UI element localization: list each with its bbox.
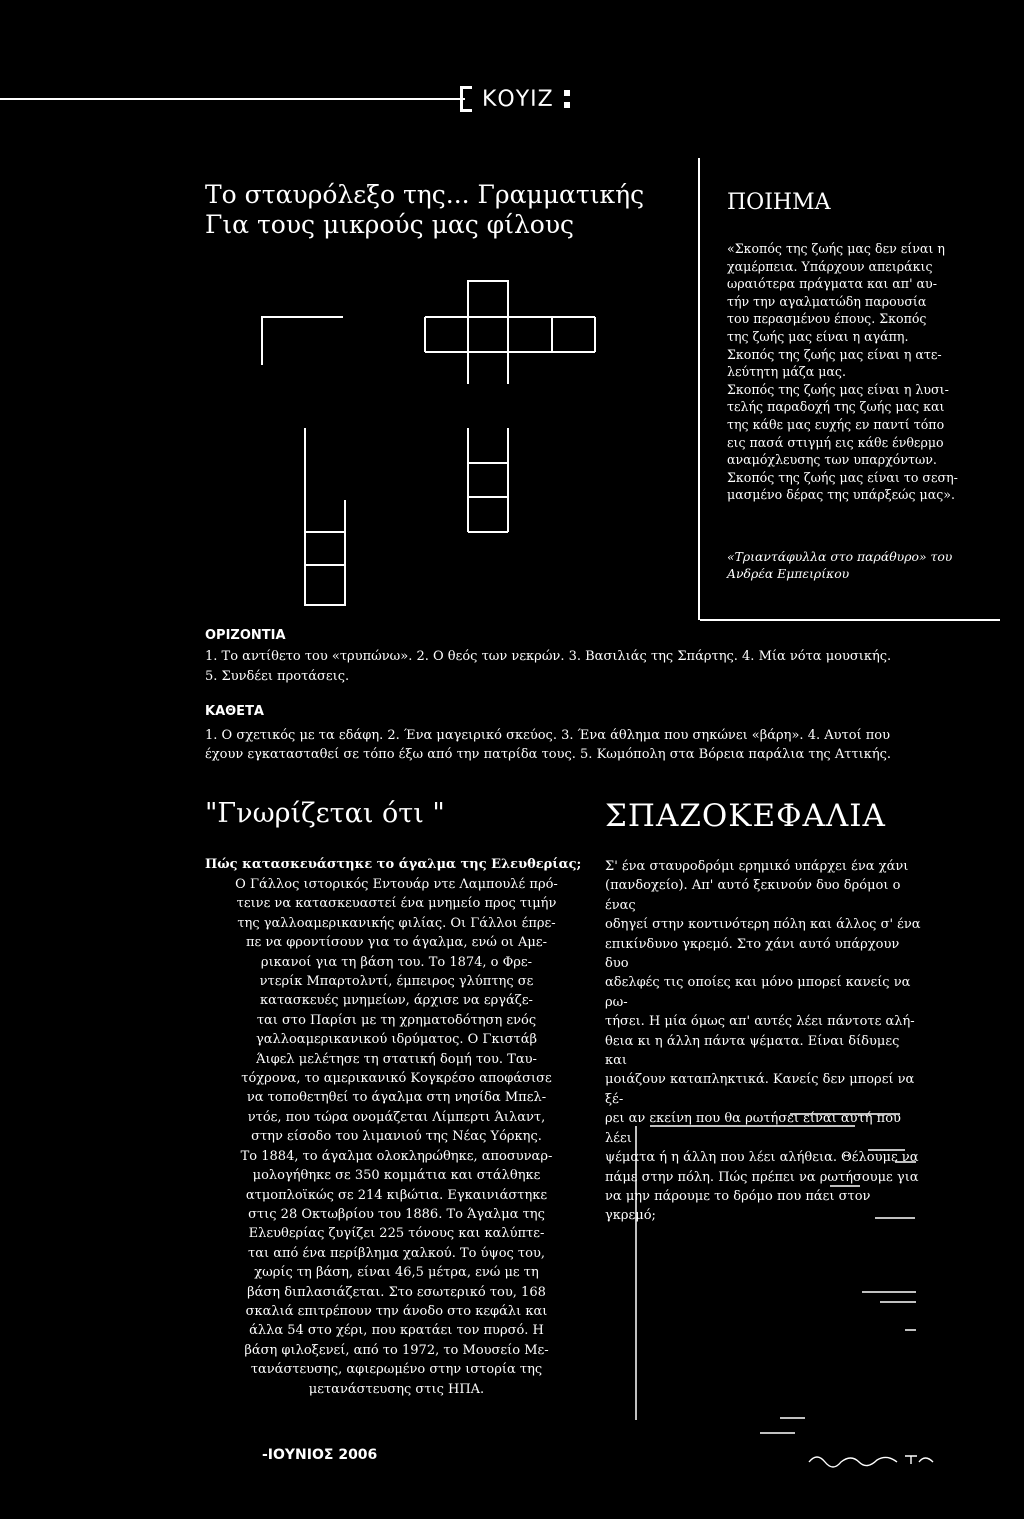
text-line: τεινε να κατασκευαστεί ένα μνημείο προς τιμήν [236, 896, 557, 912]
issue-footer: -ΙΟΥΝΙΟΣ 2006 [262, 1447, 378, 1463]
text-line: κατασκευές μνημείων, άρχισε να εργάζε- [260, 993, 533, 1009]
text-line: (πανδοχείο). Απ' αυτό ξεκινούν δυο δρόμοι ο ένας [605, 878, 901, 913]
poem-line: τελής παραδοχή της ζωής μας και [727, 399, 945, 415]
poem-line: Σκοπός της ζωής μας είναι η λυσι- [727, 381, 949, 397]
text-line: της γαλλοαμερικανικής φιλίας. Οι Γάλλοι έπρε- [237, 915, 556, 931]
across-clues-line: 5. Συνδέει προτάσεις. [205, 669, 350, 684]
crossword-subtitle: Για τους μικρούς μας φίλους [205, 210, 575, 239]
text-line: σκαλιά επιτρέπουν την άνοδο στο κεφάλι και [245, 1303, 548, 1319]
text-line: στην είσοδο του λιμανιού της Νέας Υόρκης. [251, 1129, 542, 1145]
riddle-title: ΣΠΑΖΟΚΕΦΑΛΙΑ [605, 798, 886, 834]
text-line: βάση φιλοξενεί, από το 1972, το Μουσείο Με- [244, 1342, 549, 1358]
text-line: ται από ένα περίβλημα χαλκού. Το ύψος του, [248, 1245, 545, 1261]
crossword-title: Το σταυρόλεξο της... Γραμματικής [205, 180, 645, 209]
text-line: τανάστευσης, αφιερωμένο στην ιστορία της [250, 1362, 543, 1378]
text-line: ρικανοί για τη βάση του. Το 1874, ο Φρε- [260, 954, 533, 970]
text-line: επικίνδυνο γκρεμό. Στο χάνι αυτό υπάρχουν δυο [605, 936, 900, 972]
text-line: πε να φροντίσουν για το άγαλμα, ενώ οι Αμε- [245, 935, 547, 951]
poem-source-line: «Τριαντάφυλλα στο παράθυρο» του [727, 549, 953, 564]
text-line: αδελφές τις οποίες και μόνο μπορεί κανείς να ρω- [605, 975, 911, 1010]
text-line: Άιφελ μελέτησε τη στατική δομή του. Ταυ- [256, 1051, 537, 1067]
text-line: οδηγεί στην κοντινότερη πόλη και άλλος σ' ένα [605, 917, 921, 933]
text-line: στις 28 Οκτωβρίου του 1886. Το Άγαλμα της [248, 1206, 545, 1222]
text-line: γαλλοαμερικανικού ιδρύματος. Ο Γκιστάβ [255, 1032, 538, 1048]
text-line: μολογήθηκε σε 350 κομμάτια και στάλθηκε [252, 1168, 541, 1184]
section-label: ΚΟΥΙΖ [482, 86, 554, 112]
text-line: θεια κι η άλλη πάντα ψέματα. Είναι δίδυμες και [605, 1033, 900, 1069]
text-line: ατμοπλοϊκώς σε 214 κιβώτια. Εγκαινιάστηκε [245, 1187, 548, 1203]
text-line: τόχρονα, το αμερικανικό Κογκρέσο αποφάσισε [241, 1071, 552, 1087]
poem-line: ωραιότερα πράγματα και απ' αυ- [727, 276, 937, 292]
text-line: Ο Γάλλος ιστορικός Εντουάρ ντε Λαμπουλέ πρό- [235, 877, 558, 892]
text-line: ψέματα ή η άλλη που λέει αλήθεια. Θέλουμε να [605, 1150, 919, 1166]
poem-line: μασμένο δέρας της υπάρξεώς μας». [727, 487, 955, 503]
poem-line: Σκοπός της ζωής μας είναι το σεση- [727, 469, 958, 485]
text-line: ρει αν εκείνη που θα ρωτήσει είναι αυτή που λέει [605, 1111, 901, 1146]
down-clues-line: έχουν εγκατασταθεί σε τόπο έξω από την πατρίδα τους. 5. Κωμόπολη στα Βόρεια παράλια της Αττικής. [205, 747, 892, 762]
poem-line: της κάθε μας ευχής εν παντί τόπο [727, 416, 945, 432]
signature-scribble [807, 1450, 937, 1468]
text-line: μοιάζουν καταπληκτικά. Κανείς δεν μπορεί να ξέ- [605, 1072, 915, 1107]
across-clues-line: 1. Το αντίθετο του «τρυπώνω». 2. Ο θεός των νεκρών. 3. Βασιλιάς της Σπάρτης. 4. Μία νότα μουσικής. [205, 649, 892, 664]
text-line: ντερίκ Μπαρτολντί, έμπειρος γλύπτης σε [259, 974, 534, 990]
poem-line: εις πασά στιγμή εις κάθε ένθερμο [727, 434, 944, 450]
poem-line: χαμέρπεια. Υπάρχουν απειράκις [727, 258, 933, 274]
poem-title: ΠΟΙΗΜΑ [727, 190, 831, 215]
text-line: μετανάστευσης στις ΗΠΑ. [308, 1381, 485, 1397]
poem-line: λεύτητη μάζα μας. [727, 364, 846, 380]
poem-line: της ζωής μας είναι η αγάπη. [727, 328, 909, 344]
down-clues-line: 1. Ο σχετικός με τα εδάφη. 2. Ένα μαγειρικό σκεύος. 3. Ένα άθλημα που σηκώνει «βάρη». 4. Αυτοί που [205, 728, 891, 743]
text-line: Ελευθερίας ζυγίζει 225 τόνους και καλύπτε- [248, 1226, 545, 1242]
poem-line: Σκοπός της ζωής μας είναι η ατε- [727, 346, 942, 362]
text-line: βάση διπλασιάζεται. Στο εσωτερικό του, 168 [247, 1284, 546, 1300]
text-line: πάμε στην πόλη. Πώς πρέπει να ρωτήσουμε για [605, 1169, 919, 1185]
text-line: ται στο Παρίσι με τη χρηματοδότηση ενός [256, 1012, 537, 1028]
text-line: Σ' ένα σταυροδρόμι ερημικό υπάρχει ένα χάνι [605, 859, 909, 874]
poem-line: «Σκοπός της ζωής μας δεν είναι η [727, 241, 945, 256]
poem-line: του περασμένου έπους. Σκοπός [727, 311, 927, 327]
text-line: χωρίς τη βάση, είναι 46,5 μέτρα, ενώ με τη [254, 1265, 539, 1281]
did-you-know-title: "Γνωρίζεται ότι " [205, 798, 445, 829]
text-line: να τοποθετηθεί το άγαλμα στη νησίδα Μπελ- [246, 1090, 547, 1106]
did-you-know-question: Πώς κατασκευάστηκε το άγαλμα της Ελευθερίας; [205, 857, 582, 872]
text-line: τήσει. Η μία όμως απ' αυτές λέει πάντοτε αλή- [605, 1014, 915, 1030]
poem-line: αναμόχλευσης των υπαρχόντων. [727, 452, 937, 468]
text-line: άλλα 54 στο χέρι, που κρατάει τον πυρσό. Η [249, 1323, 544, 1339]
text-line: Το 1884, το άγαλμα ολοκληρώθηκε, αποσυναρ- [240, 1148, 553, 1164]
handwritten-signature [807, 1450, 937, 1471]
across-heading: ΟΡΙΖΟΝΤΙΑ [205, 628, 286, 643]
text-line: να μην πάρουμε το δρόμο που πάει στον γκρεμό; [605, 1188, 871, 1224]
poem-source-line: Ανδρέα Εμπειρίκου [727, 566, 850, 581]
down-heading: ΚΑΘΕΤΑ [205, 704, 264, 719]
poem-line: τήν την αγαλματώδη παρουσία [727, 293, 927, 309]
text-line: ντόε, που τώρα ονομάζεται Λίμπερτι Άιλαντ, [247, 1109, 546, 1125]
